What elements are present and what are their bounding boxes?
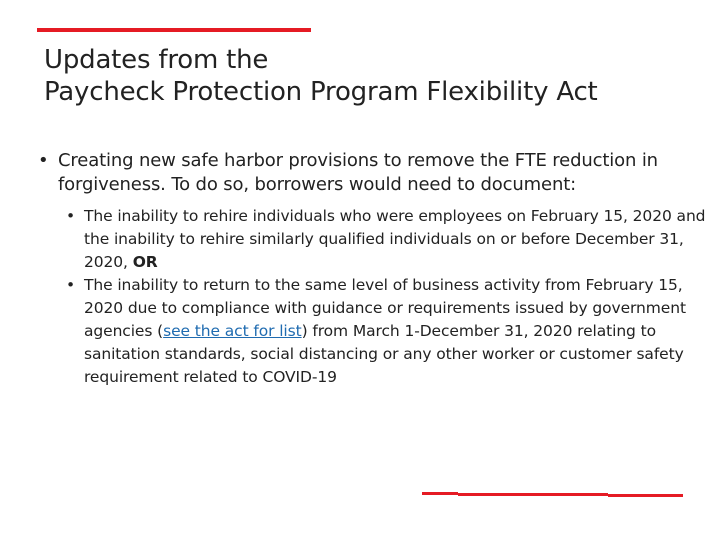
bottom-accent-line-1 xyxy=(422,492,458,495)
sub-bullet-2 xyxy=(66,274,716,389)
sub-bullet-1-text: The inability to rehire individuals who were employees on February 15, 2020 and the inability to rehire similarly qualified individuals on or before December 31, 2020, xyxy=(84,207,706,271)
bullet-icon: • xyxy=(38,150,49,171)
sub-bullet-1 xyxy=(66,205,716,274)
bullet-icon: • xyxy=(66,276,76,294)
slide-title xyxy=(44,44,598,108)
sub-bullet-2-text-end: ) from March 1-December 31, 2020 relating to sanitation standards, social distancing or any other worker or customer safety requirement related to COVID-19 xyxy=(84,322,684,386)
sub-bullet-list xyxy=(66,205,716,389)
bottom-accent-line-3 xyxy=(608,494,683,497)
slide-title-line-2: Paycheck Protection Program Flexibility Act xyxy=(44,77,598,107)
top-accent-line xyxy=(37,28,311,32)
act-list-link[interactable]: see the act for list xyxy=(163,322,302,340)
sub-bullet-1-bold-or: OR xyxy=(132,253,158,271)
slide-body xyxy=(38,149,706,389)
main-bullet-text: Creating new safe harbor provisions to remove the FTE reduction in forgiveness. To do so, borrowers would need to document: xyxy=(58,150,658,195)
bullet-icon: • xyxy=(66,207,76,225)
slide-title-line-1: Updates from the xyxy=(44,45,269,75)
main-bullet xyxy=(38,149,693,197)
bottom-accent-line-2 xyxy=(458,493,608,496)
sub-bullet-2-text-start: The inability to return to the same level of business activity from February 15, 2020 due to compliance with guidance or requirements issued by government agencies ( xyxy=(84,276,686,340)
